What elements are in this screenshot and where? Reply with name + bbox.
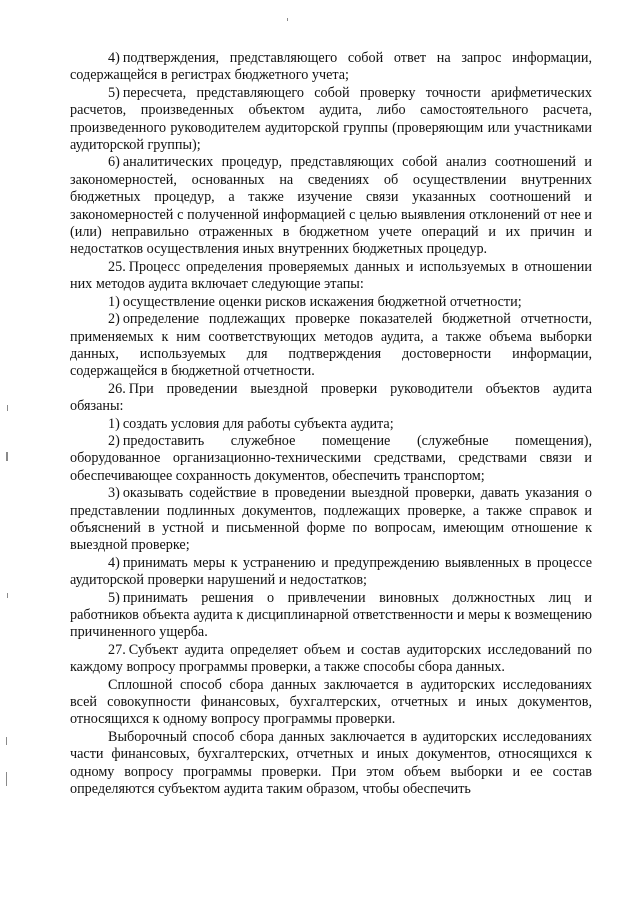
scan-speck — [6, 737, 7, 745]
document-body — [70, 50, 592, 798]
paragraph-text: оказывать содействие в проведении выездной проверки, давать указания о представлении подлинных документов, подлежащих проверке, а также справок и объяснений в устной и письменной форме по вопросам, имеющим отношение к выездной проверке; — [70, 485, 592, 554]
paragraph — [70, 381, 592, 416]
scan-speck — [287, 18, 288, 21]
paragraph-text: Процесс определения проверяемых данных и используемых в отношении них методов аудита включает следующие этапы: — [70, 258, 592, 293]
paragraph-text: осуществление оценки рисков искажения бюджетной отчетности; — [122, 293, 522, 310]
paragraph — [70, 555, 592, 590]
paragraph-text: пересчета, представляющего собой проверку точности арифметических расчетов, произведенных объектом аудита, либо самостоятельного расчета, произведенного руководителем аудиторской группы (проверяющим или участниками аудиторской группы); — [70, 84, 592, 154]
item-number: 1) — [108, 415, 120, 432]
paragraph-text: предоставить служебное помещение (служебные помещения), оборудованное организационно-техническими средствами, средствами связи и обеспечивающее сохранность документов, обеспечить транспортом; — [70, 432, 592, 484]
paragraph — [70, 677, 592, 729]
item-number: 4) — [108, 554, 120, 571]
paragraph — [70, 50, 592, 85]
item-number: 4) — [108, 50, 120, 66]
paragraph — [70, 433, 592, 485]
paragraph-text: принимать решения о привлечении виновных должностных лиц и работников объекта аудита к дисциплинарной ответственности и меры к возмещению причиненного ущерба. — [70, 589, 592, 641]
scan-speck — [6, 452, 8, 461]
scan-speck — [7, 405, 8, 411]
item-number: 5) — [108, 84, 120, 101]
paragraph — [70, 485, 592, 555]
item-number: 3) — [108, 485, 120, 502]
item-number: 25. — [108, 258, 126, 275]
paragraph-text: принимать меры к устранению и предупреждению выявленных в процессе аудиторской проверки нарушений и недостатков; — [70, 554, 592, 589]
paragraph-text: При проведении выездной проверки руководители объектов аудита обязаны: — [70, 380, 592, 415]
paragraph-text: Выборочный способ сбора данных заключается в аудиторских исследованиях части финансовых, бухгалтерских, отчетных и иных документов, относящихся к одному вопросу программы проверки. При этом объем выборки и ее состав определяются субъектом аудита таким образом, чтобы обеспечить — [70, 728, 592, 798]
paragraph-text: подтверждения, представляющего собой ответ на запрос информации, содержащейся в регистрах бюджетного учета; — [70, 50, 592, 84]
scan-speck — [6, 772, 7, 786]
paragraph-text: аналитических процедур, представляющих собой анализ соотношений и закономерностей, основанных на сведениях об осуществлении внутренних бюджетных процедур, а также изучение связи указанных соотношений и закономерностей с полученной информацией с целью выявления отклонений от нее и (или) неправильно отраженных в бюджетном учете операций и их причин и недостатков осуществления иных внутренних бюджетных процедур. — [70, 154, 592, 258]
paragraph-text: Субъект аудита определяет объем и состав аудиторских исследований по каждому вопросу программы проверки, а также способы сбора данных. — [70, 641, 592, 676]
item-number: 6) — [108, 154, 120, 171]
item-number: 26. — [108, 380, 126, 397]
paragraph — [70, 85, 592, 155]
paragraph — [70, 311, 592, 381]
paragraph-text: определение подлежащих проверке показателей бюджетной отчетности, применяемых к ним соответствующих методов аудита, а также объема выборки данных, используемых для подтверждения достоверности информации, содержащейся в бюджетной отчетности. — [70, 311, 592, 380]
item-number: 2) — [108, 311, 120, 328]
paragraph-text: создать условия для работы субъекта аудита; — [122, 415, 394, 432]
paragraph — [70, 590, 592, 642]
item-number: 27. — [108, 641, 126, 658]
paragraph-text: Сплошной способ сбора данных заключается в аудиторских исследованиях всей совокупности финансовых, бухгалтерских, отчетных и иных документов, относящихся к одному вопросу программы проверки. — [70, 676, 592, 728]
paragraph — [70, 642, 592, 677]
item-number: 2) — [108, 432, 120, 449]
paragraph — [70, 259, 592, 294]
scan-speck — [7, 593, 8, 598]
item-number: 1) — [108, 293, 120, 310]
paragraph — [70, 416, 592, 433]
paragraph — [70, 729, 592, 799]
paragraph — [70, 154, 592, 258]
item-number: 5) — [108, 589, 120, 606]
paragraph — [70, 294, 592, 311]
